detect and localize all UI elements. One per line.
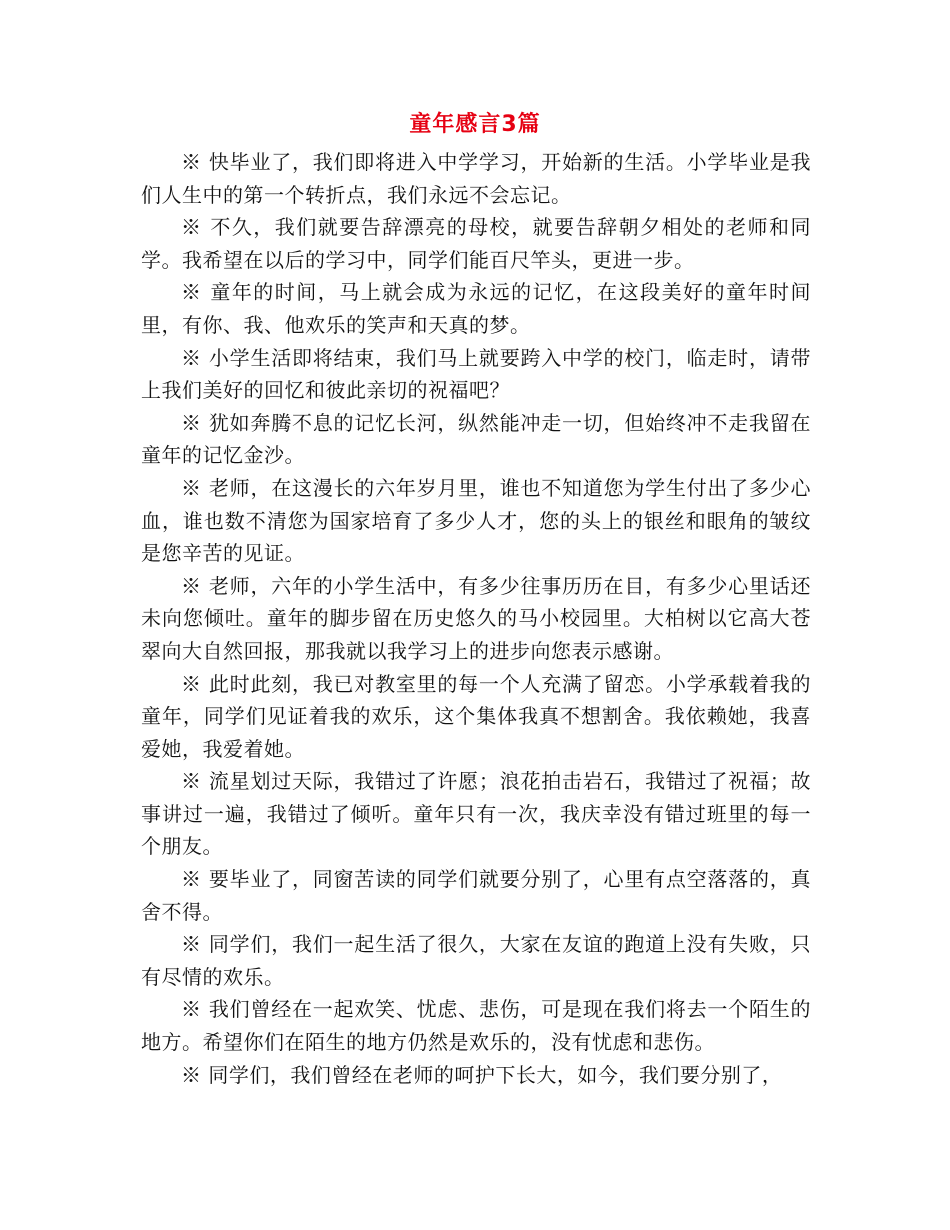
paragraph: ※ 犹如奔腾不息的记忆长河，纵然能冲走一切，但始终冲不走我留在童年的记忆金沙。 — [141, 410, 811, 468]
document-body — [141, 146, 811, 1091]
paragraph: ※ 流星划过天际，我错过了许愿；浪花拍击岩石，我错过了祝福；故事讲过一遍，我错过了倾听。童年只有一次，我庆幸没有错过班里的每一个朋友。 — [141, 769, 811, 859]
paragraph: ※ 童年的时间，马上就会成为永远的记忆，在这段美好的童年时间里，有你、我、他欢乐的笑声和天真的梦。 — [141, 280, 811, 337]
paragraph: ※ 不久，我们就要告辞漂亮的母校，就要告辞朝夕相处的老师和同学。我希望在以后的学习中，同学们能百尺竿头，更进一步。 — [141, 215, 811, 272]
paragraph: ※ 小学生活即将结束，我们马上就要跨入中学的校门，临走时，请带上我们美好的回忆和彼此亲切的祝福吧？ — [141, 345, 811, 403]
paragraph: ※ 快毕业了，我们即将进入中学学习，开始新的生活。小学毕业是我们人生中的第一个转折点，我们永远不会忘记。 — [141, 150, 811, 207]
paragraph: ※ 老师，六年的小学生活中，有多少往事历历在目，有多少心里话还未向您倾吐。童年的脚步留在历史悠久的马小校园里。大柏树以它高大苍翠向大自然回报，那我就以我学习上的进步向您表示感谢。 — [141, 573, 811, 663]
paragraph: ※ 同学们，我们一起生活了很久，大家在友谊的跑道上没有失败，只有尽情的欢乐。 — [141, 932, 811, 989]
paragraph: ※ 老师，在这漫长的六年岁月里，谁也不知道您为学生付出了多少心血，谁也数不清您为国家培育了多少人才，您的头上的银丝和眼角的皱纹是您辛苦的见证。 — [141, 475, 811, 566]
document-title: 童年感言3篇 — [409, 112, 541, 137]
paragraph: ※ 我们曾经在一起欢笑、忧虑、悲伤，可是现在我们将去一个陌生的地方。希望你们在陌生的地方仍然是欢乐的，没有忧虑和悲伤。 — [141, 997, 811, 1055]
paragraph: ※ 要毕业了，同窗苦读的同学们就要分别了，心里有点空落落的，真舍不得。 — [141, 867, 811, 924]
paragraph: ※ 此时此刻，我已对教室里的每一个人充满了留恋。小学承载着我的童年，同学们见证着我的欢乐，这个集体我真不想割舍。我依赖她，我喜爱她，我爱着她。 — [141, 671, 811, 761]
paragraph: ※ 同学们，我们曾经在老师的呵护下长大，如今，我们要分别了， — [181, 1062, 783, 1087]
